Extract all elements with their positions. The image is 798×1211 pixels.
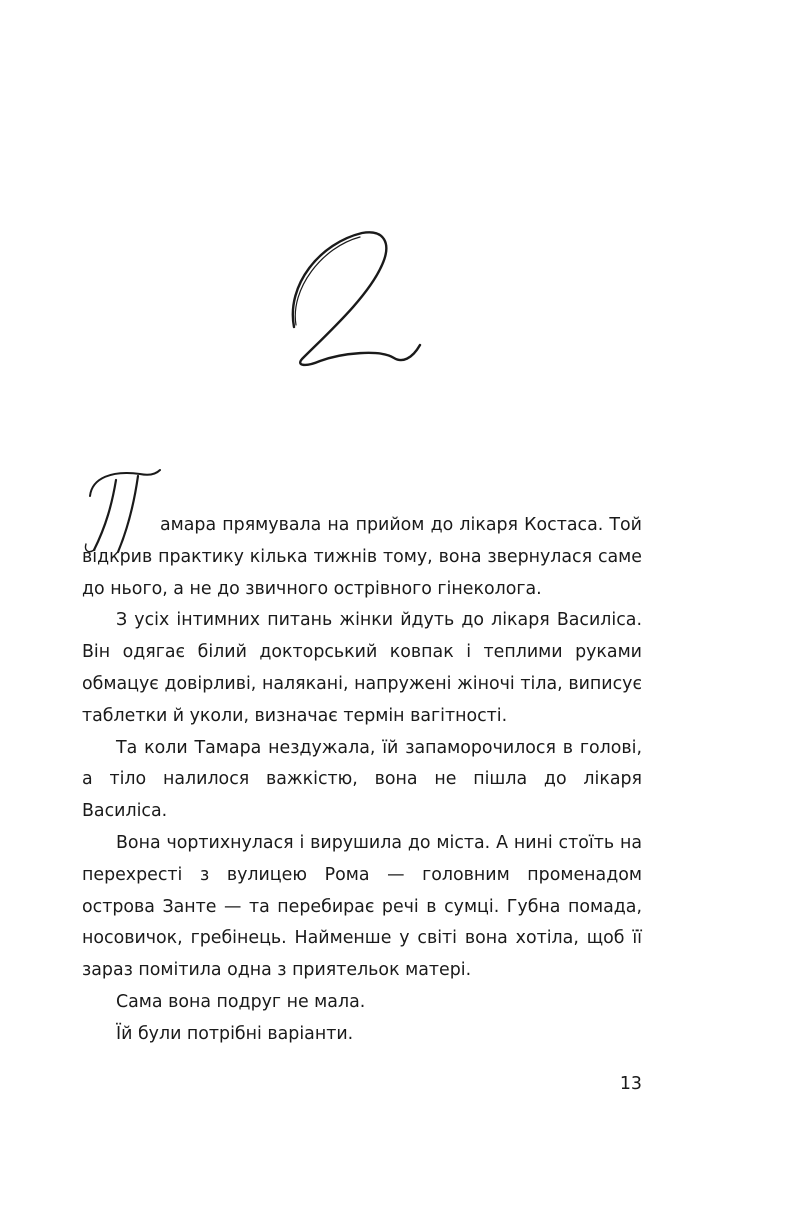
page-number: 13 — [619, 1074, 642, 1094]
paragraph: Сама вона подруг не мала. — [116, 991, 366, 1012]
chapter-number-text — [280, 385, 281, 386]
paragraph: Їй були потрібні варіанти. — [116, 1023, 354, 1044]
paragraph: Та коли Тамара нездужала, їй запаморочилося в голові, а тіло налилося важкістю, вона не пішла до лікаря Василіса. — [82, 737, 642, 822]
paragraph: З усіх інтимних питань жінки йдуть до лікаря Василіса. Він одягає білий докторський ковпак і теплими руками обмацує довірливі, налякані, напружені жіночі тіла, виписує таблетки й уколи, визначає термін вагітності. — [82, 610, 642, 726]
chapter-number-calligraphy — [280, 225, 440, 385]
dropcap — [82, 466, 158, 528]
paragraph-text: амара прямувала на прийом до лікаря Костаса. Той відкрив практику кілька тижнів тому, вона звернулася саме до нього, а не до звичного острівного гінеколога. — [82, 515, 642, 599]
dropcap-calligraphy — [82, 466, 162, 556]
paragraph: Вона чортихнулася і вирушила до міста. А нині стоїть на перехресті з вулицею Рома — головним променадом острова Занте — та перебирає речі в сумці. Губна помада, носовичок, гребінець. Найменше у світі вона хотіла, щоб її зараз помітила одна з приятельок матері. — [82, 832, 642, 981]
paragraph — [82, 510, 642, 605]
chapter-body — [82, 510, 642, 1051]
chapter-number — [280, 225, 440, 385]
